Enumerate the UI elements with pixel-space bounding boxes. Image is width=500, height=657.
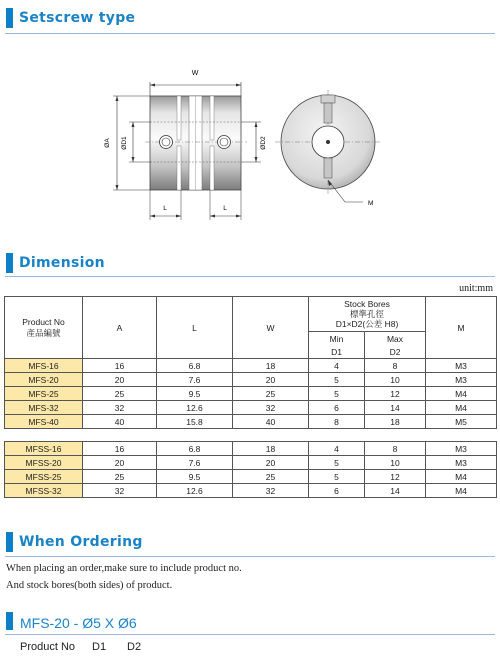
- heading-rule: [5, 556, 495, 557]
- cell-w: 40: [233, 415, 309, 429]
- header-product: [5, 297, 83, 359]
- cell-w: 25: [233, 387, 309, 401]
- header-m: M: [426, 297, 497, 359]
- cell-a: 20: [83, 456, 157, 470]
- dimension-title: Dimension: [19, 255, 105, 271]
- table-row: [5, 415, 497, 429]
- cell-product-no: MFS-16: [5, 359, 83, 373]
- ordering-line-2: And stock bores(both sides) of product.: [6, 580, 173, 591]
- cell-w: 20: [233, 456, 309, 470]
- dimension-heading: [6, 253, 105, 273]
- cell-d2-max: 14: [365, 484, 426, 498]
- header-w: W: [233, 297, 309, 359]
- cell-m: M4: [426, 484, 497, 498]
- cell-product-no: MFSS-25: [5, 470, 83, 484]
- header-stock-zh: 標準孔徑: [349, 309, 384, 319]
- cell-w: 25: [233, 470, 309, 484]
- cell-a: 32: [83, 401, 157, 415]
- cell-d1-min: 8: [309, 415, 365, 429]
- header-min: Min: [309, 332, 365, 346]
- cell-product-no: MFS-32: [5, 401, 83, 415]
- cell-a: 16: [83, 359, 157, 373]
- cell-product-no: MFS-40: [5, 415, 83, 429]
- cell-l: 6.8: [157, 359, 233, 373]
- cell-d1-min: 6: [309, 484, 365, 498]
- cell-d1-min: 4: [309, 359, 365, 373]
- table-row: [5, 373, 497, 387]
- cell-d1-min: 5: [309, 373, 365, 387]
- legend-d2: D2: [127, 641, 142, 653]
- unit-label: unit:mm: [459, 283, 493, 294]
- cell-m: M3: [426, 442, 497, 456]
- a-label: ØA: [104, 138, 111, 148]
- cell-product-no: MFSS-32: [5, 484, 83, 498]
- cell-d2-max: 14: [365, 401, 426, 415]
- cell-l: 12.6: [157, 401, 233, 415]
- heading-bar: [6, 8, 13, 28]
- heading-rule: [5, 276, 495, 277]
- l-right-label: L: [223, 205, 227, 212]
- m-label: M: [368, 200, 374, 207]
- cell-a: 25: [83, 387, 157, 401]
- example-rule: [5, 634, 495, 635]
- ordering-line-1: When placing an order,make sure to include product no.: [6, 563, 242, 574]
- header-d2: D2: [365, 345, 426, 359]
- table-row: [5, 387, 497, 401]
- cell-a: 40: [83, 415, 157, 429]
- header-l: L: [157, 297, 233, 359]
- cell-m: M4: [426, 401, 497, 415]
- cell-d1-min: 5: [309, 470, 365, 484]
- cell-l: 15.8: [157, 415, 233, 429]
- cell-a: 16: [83, 442, 157, 456]
- setscrew-heading: [6, 8, 135, 28]
- cell-l: 7.6: [157, 456, 233, 470]
- coupling-side-view: [145, 96, 247, 190]
- cell-d1-min: 5: [309, 387, 365, 401]
- cell-l: 9.5: [157, 387, 233, 401]
- header-stock-formula: D1×D2(公差 H8): [335, 319, 399, 329]
- header-product-en: Product No: [22, 316, 65, 327]
- table-row: [5, 470, 497, 484]
- ordering-heading: [6, 532, 143, 552]
- table-row: [5, 456, 497, 470]
- example-heading: [6, 612, 19, 630]
- table-row: [5, 401, 497, 415]
- d1-label: ØD1: [121, 136, 128, 150]
- cell-d2-max: 18: [365, 415, 426, 429]
- cell-a: 25: [83, 470, 157, 484]
- cell-d2-max: 10: [365, 373, 426, 387]
- cell-d2-max: 12: [365, 387, 426, 401]
- l-dimensions: [150, 190, 241, 220]
- cell-product-no: MFS-25: [5, 387, 83, 401]
- ordering-title: When Ordering: [19, 534, 143, 550]
- table-row: [5, 484, 497, 498]
- cell-l: 6.8: [157, 442, 233, 456]
- table-row: [5, 442, 497, 456]
- l-left-label: L: [163, 205, 167, 212]
- legend-d1: D1: [92, 641, 107, 653]
- cell-d2-max: 8: [365, 442, 426, 456]
- header-stock-en: Stock Bores: [344, 299, 390, 309]
- heading-bar: [6, 612, 13, 630]
- d2-label: ØD2: [260, 136, 267, 150]
- cell-d2-max: 12: [365, 470, 426, 484]
- dimension-table-mfs: [4, 296, 497, 429]
- heading-bar: [6, 532, 13, 552]
- cell-l: 7.6: [157, 373, 233, 387]
- cell-a: 32: [83, 484, 157, 498]
- cell-d1-min: 5: [309, 456, 365, 470]
- cell-a: 20: [83, 373, 157, 387]
- cell-w: 32: [233, 484, 309, 498]
- mfss-rows: [5, 442, 497, 498]
- cell-l: 12.6: [157, 484, 233, 498]
- cell-m: M3: [426, 373, 497, 387]
- coupling-end-view: [275, 90, 381, 207]
- cell-product-no: MFS-20: [5, 373, 83, 387]
- mfs-rows: [5, 359, 497, 429]
- header-max: Max: [365, 332, 426, 346]
- cell-d2-max: 8: [365, 359, 426, 373]
- cell-d1-min: 4: [309, 442, 365, 456]
- cell-product-no: MFSS-20: [5, 456, 83, 470]
- header-a: A: [83, 297, 157, 359]
- setscrew-title: Setscrew type: [19, 10, 136, 26]
- cell-m: M4: [426, 470, 497, 484]
- cell-product-no: MFSS-16: [5, 442, 83, 456]
- heading-rule: [5, 33, 495, 34]
- cell-w: 18: [233, 442, 309, 456]
- header-d1: D1: [309, 345, 365, 359]
- table-row: [5, 359, 497, 373]
- order-example: MFS-20 - Ø5 X Ø6: [20, 615, 137, 631]
- cell-m: M4: [426, 387, 497, 401]
- heading-bar: [6, 253, 13, 273]
- coupling-drawing: [95, 60, 395, 230]
- cell-d2-max: 10: [365, 456, 426, 470]
- cell-w: 32: [233, 401, 309, 415]
- cell-l: 9.5: [157, 470, 233, 484]
- header-stock-bores: [309, 297, 426, 332]
- w-label: W: [191, 70, 199, 77]
- cell-m: M5: [426, 415, 497, 429]
- cell-m: M3: [426, 359, 497, 373]
- header-product-zh: 產品編號: [26, 327, 61, 338]
- cell-d1-min: 6: [309, 401, 365, 415]
- legend-product-no: Product No: [20, 641, 76, 653]
- dimension-table-mfss: [4, 441, 497, 498]
- w-dimension: [150, 70, 241, 96]
- cell-m: M3: [426, 456, 497, 470]
- cell-w: 20: [233, 373, 309, 387]
- cell-w: 18: [233, 359, 309, 373]
